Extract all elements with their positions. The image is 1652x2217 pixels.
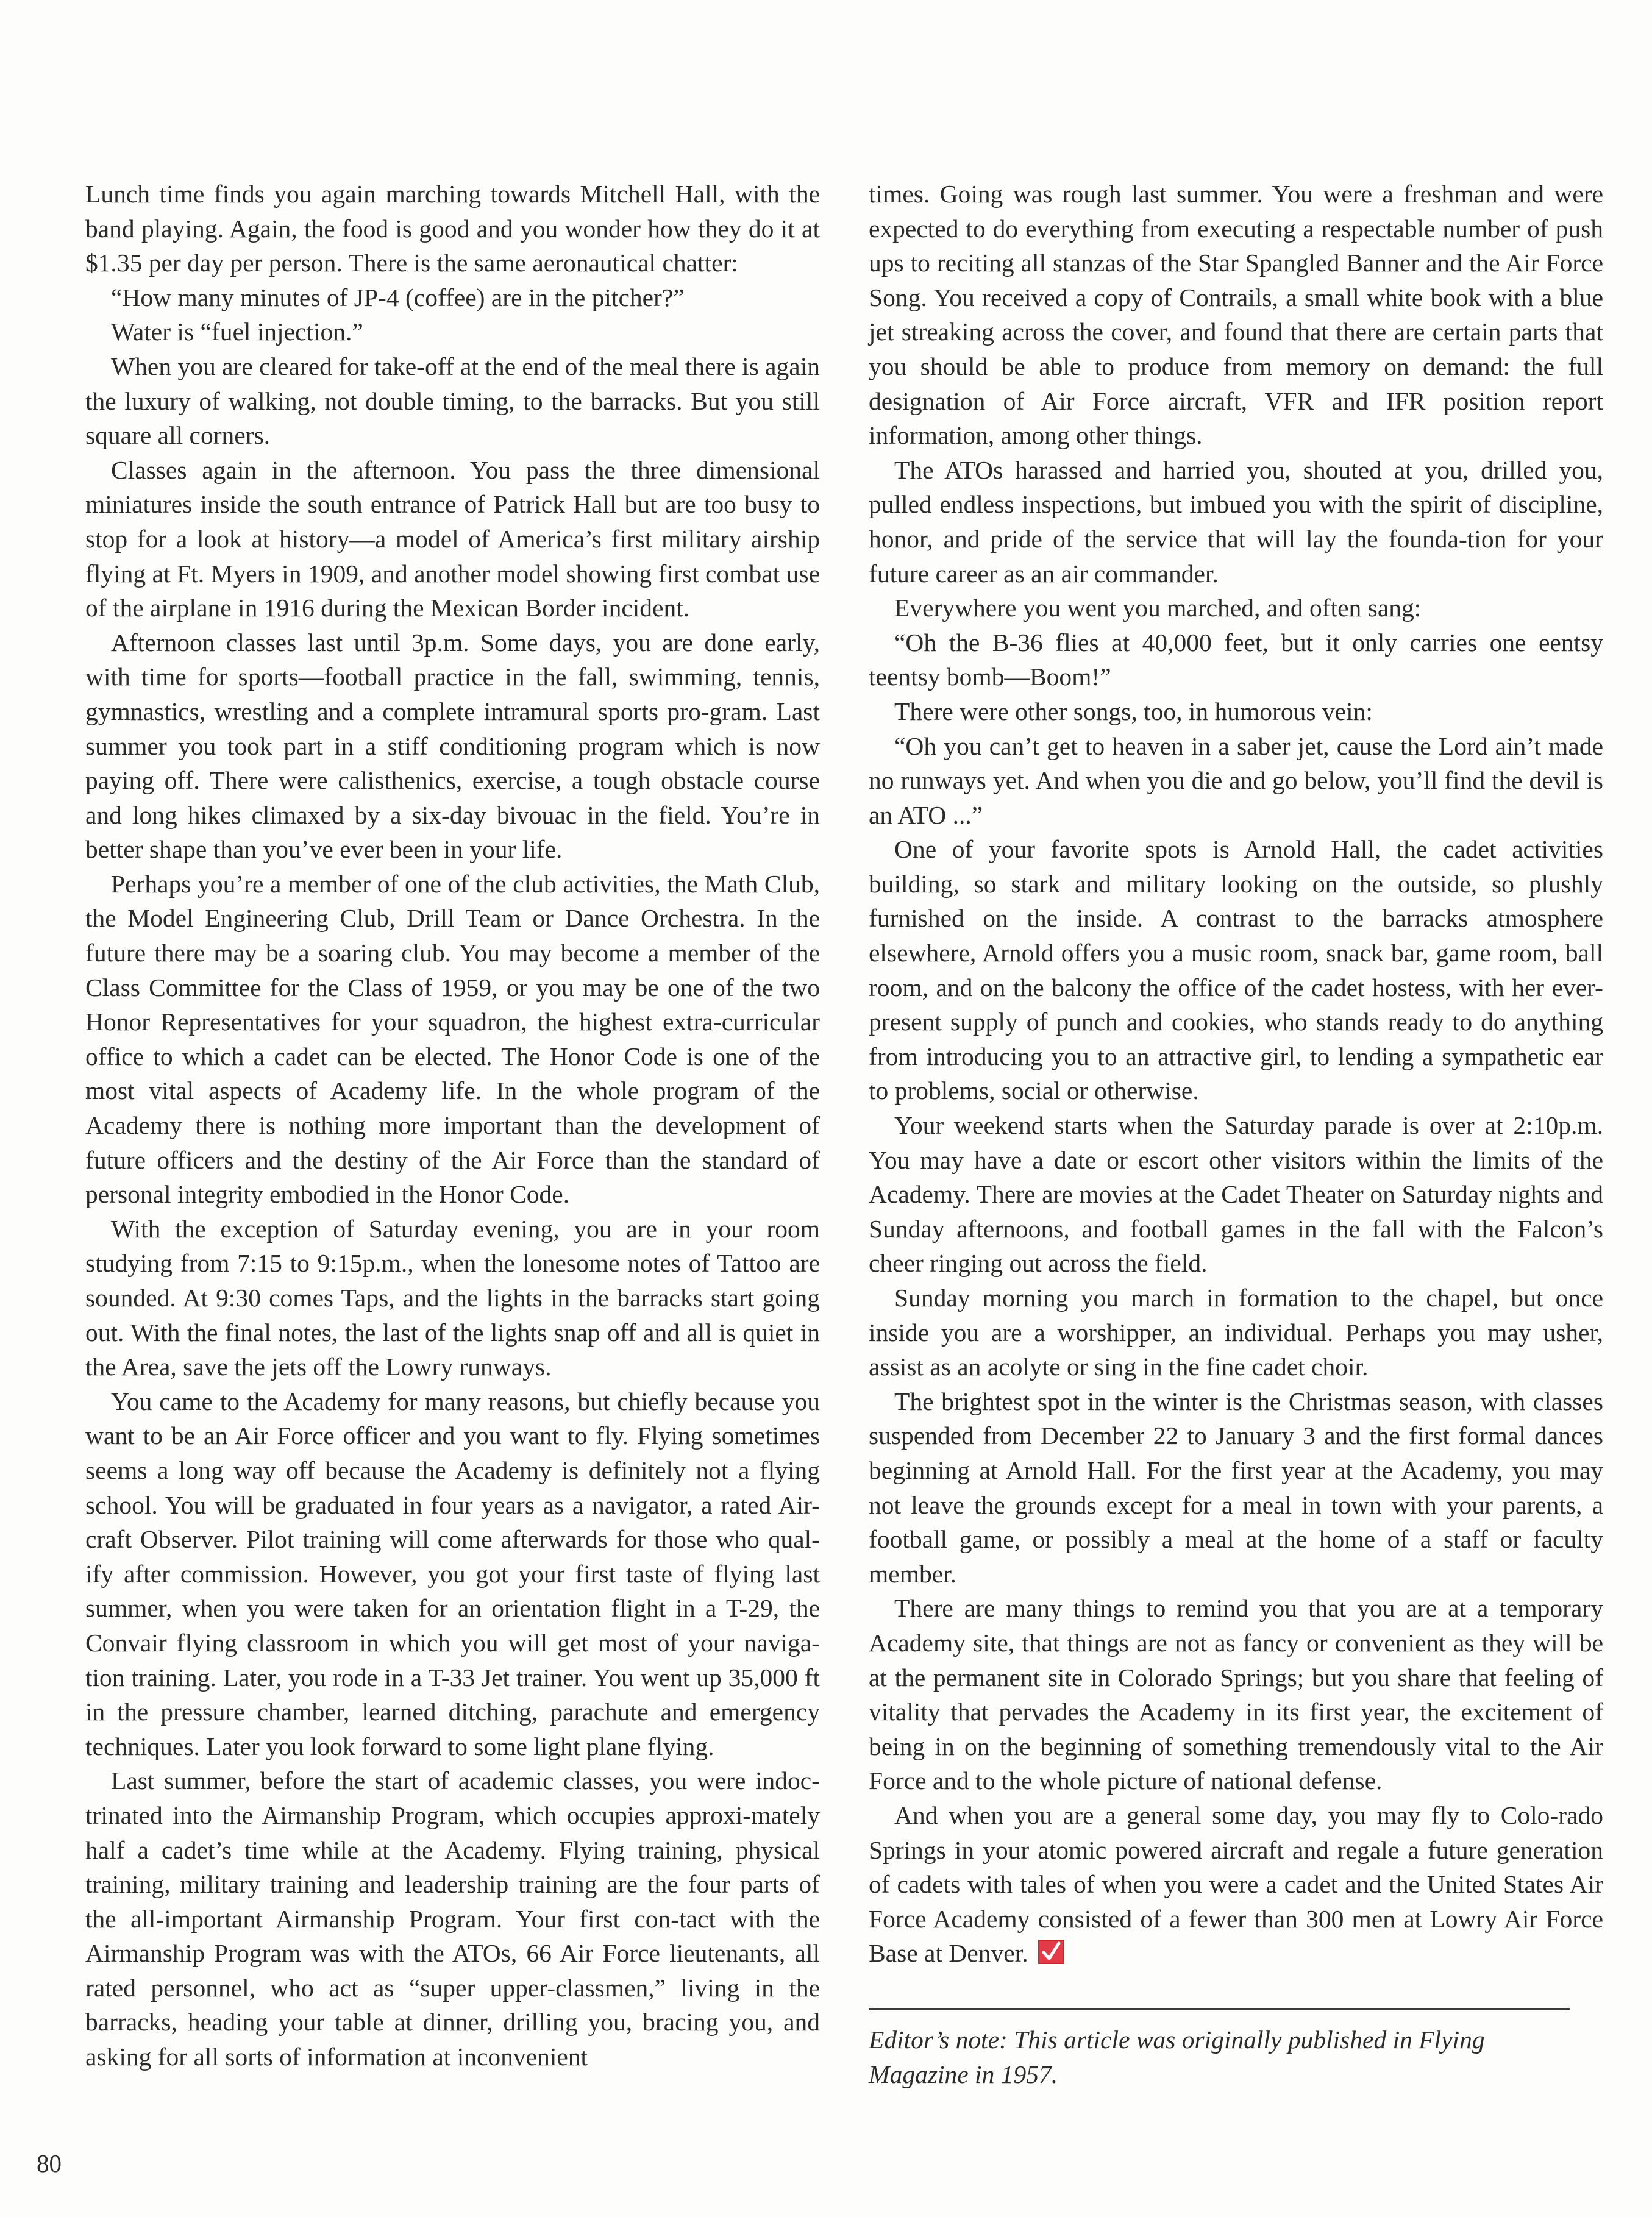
paragraph: Everywhere you went you marched, and often sang: [894,594,1422,622]
paragraph: “Oh you can’t get to heaven in a saber jet, cause the Lord ain’t made no runways yet. And when you die and go below, you’ll find the devil is an ATO ...” [869,731,1603,829]
paragraph: There were other songs, too, in humorous vein: [894,697,1373,725]
paragraph: Classes again in the afternoon. You pass the three dimensional miniatures inside the south entrance of Patrick Hall but are too busy to stop for a look at history—a model of America’s first military airship flying at Ft. Myers in 1909, and another model showing first combat use of the airplane in 1916 during the Mexican Border incident. [85,455,820,622]
editor-note: Editor’s note: This article was originally published in Flying Magazine in 1957. [869,2026,1485,2088]
paragraph: Perhaps you’re a member of one of the club activities, the Math Club, the Model Engineering Club, Drill Team or Dance Orchestra. In the future there may be a soaring club. You may become a member of the Class Committee for the Class of 1959, or you may be one of the two Honor Representatives for your squadron, the highest extra-curricular office to which a cadet can be elected. The Honor Code is one of the most vital aspects of Academy life. In the whole program of the Academy there is nothing more important than the development of future officers and the destiny of the Air Force than the standard of personal integrity embodied in the Honor Code. [85,869,820,1209]
paragraph: There are many things to remind you that you are at a temporary Academy site, that things are not as fancy or convenient as they will be at the permanent site in Colorado Springs; but you share that feeling of vitality that pervades the Academy in its first year, the excitement of being in on the beginning of something tremendously vital to the Air Force and to the whole picture of national defense. [869,1594,1603,1795]
paragraph: Sunday morning you march in formation to the chapel, but once inside you are a worshipper, an individual. Perhaps you may usher, assist as an acolyte or sing in the fine cadet choir. [869,1284,1603,1381]
paragraph: Afternoon classes last until 3p.m. Some days, you are done early, with time for sports—football practice in the fall, swimming, tennis, gymnastics, wrestling and a complete intramural sports pro-gram. Last summer you took part in a stiff conditioning program which is now paying off. There were calisthenics, exercise, a tough obstacle course and long hikes climaxed by a six-day bivouac in the field. You’re in better shape than you’ve ever been in your life. [85,628,820,864]
paragraph: “Oh the B-36 flies at 40,000 feet, but it only carries one eentsy teentsy bomb—Boom!” [869,628,1603,691]
paragraph: The ATOs harassed and harried you, shouted at you, drilled you, pulled endless inspections, but imbued you with the spirit of discipline, honor, and pride of the service that will lay the founda-tion for your future career as an air commander. [869,455,1603,588]
page-number: 80 [37,2149,62,2177]
paragraph: Lunch time finds you again marching towards Mitchell Hall, with the band playing. Again, the food is good and you wonder how they do it at $1.35 per day per person. There is the same aeronautical chatter: [85,180,820,277]
paragraph: Last summer, before the start of academic classes, you were indoc-trinated into the Airmanship Program, which occupies approxi-mately half a cadet’s time while at the Academy. Flying training, physical training, military training and leadership training are the four parts of the all-important Airmanship Program. Your first con-tact with the Airmanship Program was with the ATOs, 66 Air Force lieutenants, all rated personnel, who act as “super upper-classmen,” living in the barracks, heading your table at dinner, drilling you, bracing you, and asking for all sorts of information at inconvenient [85,1767,820,2071]
paragraph: The brightest spot in the winter is the Christmas season, with classes suspended from December 22 to January 3 and the first formal dances beginning at Arnold Hall. For the first year at the Academy, you may not leave the grounds except for a meal in town with your parents, a football game, or possibly a meal at the home of a staff or faculty member. [869,1387,1603,1588]
paragraph: times. Going was rough last summer. You were a freshman and were expected to do everything from executing a respectable number of push ups to reciting all stanzas of the Star Spangled Banner and the Air Force Song. You received a copy of Contrails, a small white book with a blue jet streaking across the cover, and found that there are certain parts that you should be able to produce from memory on demand: the full designation of Air Force aircraft, VFR and IFR position report information, among other things. [869,180,1603,450]
editor-note-divider [869,2008,1570,2010]
checkmark-box-icon [1038,1940,1064,1964]
left-text-column [85,177,820,2074]
final-paragraph [869,1798,1603,1971]
paragraph: With the exception of Saturday evening, you are in your room studying from 7:15 to 9:15p.m., when the lonesome notes of Tattoo are sounded. At 9:30 comes Taps, and the lights in the barracks start going out. With the final notes, the last of the lights snap off and all is quiet in the Area, save the jets off the Lowry runways. [85,1214,820,1381]
paragraph: You came to the Academy for many reasons, but chiefly because you want to be an Air Force officer and you want to fly. Flying sometimes seems a long way off because the Academy is definitely not a flying school. You will be graduated in four years as a navigator, a rated Air-craft Observer. Pilot training will come afterwards for those who qual-ify after commission. However, you got your first taste of flying last summer, when you were taken for an orientation flight in a T-29, the Convair flying classroom in which you will get most of your naviga-tion training. Later, you rode in a T-33 Jet trainer. You went up 35,000 ft in the pressure chamber, learned ditching, parachute and emergency techniques. Later you look forward to some light plane flying. [85,1387,820,1760]
final-paragraph-text: And when you are a general some day, you may fly to Colo-rado Springs in your atomic powered aircraft and regale a future generation of cadets with tales of when you were a cadet and the United States Air Force Academy consisted of a fewer than 300 men at Lowry Air Force Base at Denver. [869,1801,1603,1968]
paragraph: One of your favorite spots is Arnold Hall, the cadet activities building, so stark and military looking on the outside, so plushly furnished on the inside. A contrast to the barracks atmosphere elsewhere, Arnold offers you a music room, snack bar, game room, ball room, and on the balcony the office of the cadet hostess, with her ever-present supply of punch and cookies, who stands ready to do anything from introducing you to an attractive girl, to lending a sympathetic ear to problems, social or otherwise. [869,835,1603,1105]
paragraph: When you are cleared for take-off at the end of the meal there is again the luxury of walking, not double timing, to the barracks. But you still square all corners. [85,352,820,450]
right-text-column [869,177,1603,1971]
paragraph: Your weekend starts when the Saturday parade is over at 2:10p.m. You may have a date or escort other visitors within the limits of the Academy. There are movies at the Cadet Theater on Saturday nights and Sunday afternoons, and football games in the fall with the Falcon’s cheer ringing out across the field. [869,1111,1603,1278]
paragraph: “How many minutes of JP-4 (coffee) are in the pitcher?” [111,283,685,311]
paragraph: Water is “fuel injection.” [111,318,363,346]
